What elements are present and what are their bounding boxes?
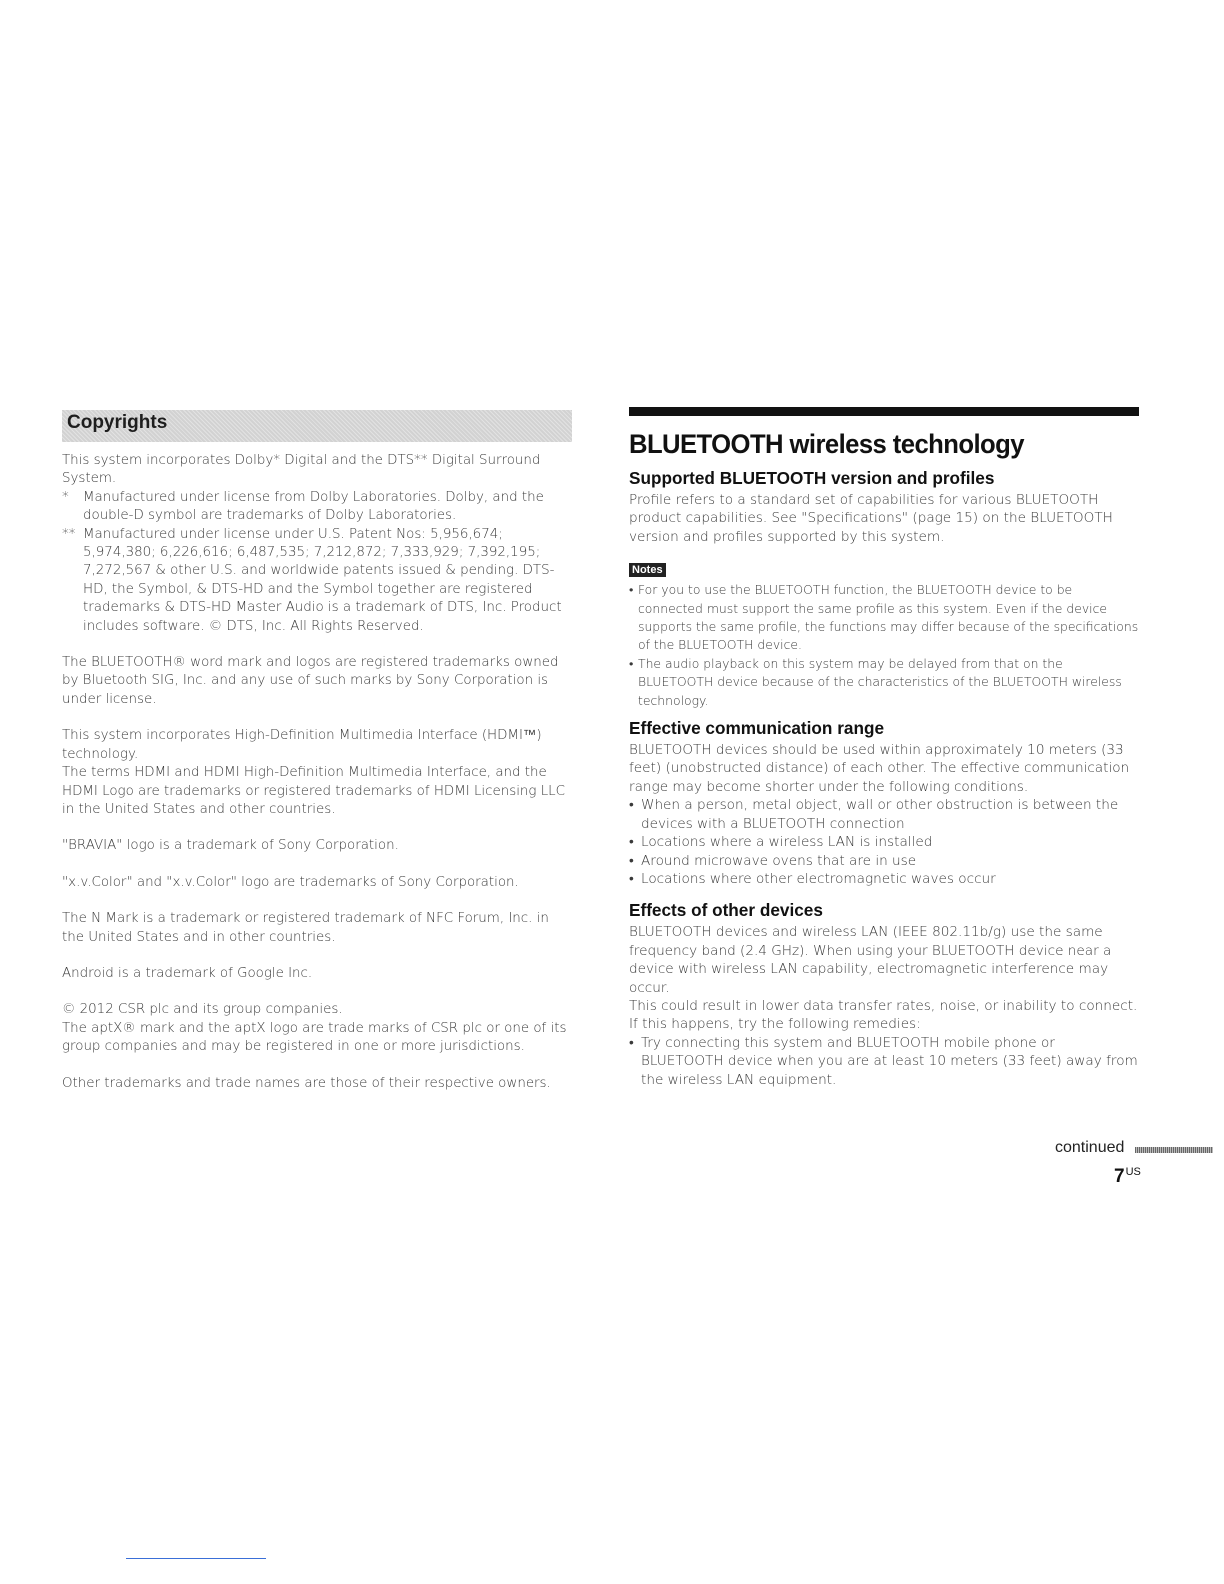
list-item: • When a person, metal object, wall or other obstruction is between the devices with a BLUETOOTH connection: [629, 797, 1119, 832]
hdmi-intro: This system incorporates High-Definition Multimedia Interface (HDMI™) technology.: [62, 728, 542, 762]
section-heading-range: Effective communication range: [629, 718, 885, 739]
bullet-icon: •: [629, 870, 634, 887]
copyrights-column: [62, 410, 574, 1111]
hdmi-trademark: The terms HDMI and HDMI High-Definition Multimedia Interface, and the HDMI Logo are trademarks or registered trademarks of HDMI Licensing LLC in the United States and other countries.: [62, 765, 565, 817]
list-item: • The audio playback on this system may be delayed from that on the BLUETOOTH device because of the characteristics of the BLUETOOTH wireless technology.: [629, 655, 1139, 710]
remedies-list: [629, 1034, 1139, 1089]
footnote-mark: *: [62, 489, 69, 505]
list-item: • Around microwave ovens that are in use: [629, 852, 917, 869]
footnote-dolby: [62, 489, 574, 526]
bravia-trademark: "BRAVIA" logo is a trademark of Sony Corporation.: [62, 838, 399, 854]
section-heading-interference: Effects of other devices: [629, 900, 823, 921]
list-item: • Locations where a wireless LAN is installed: [629, 834, 933, 851]
bullet-icon: •: [629, 797, 634, 814]
range-conditions-list: [629, 796, 1139, 888]
list-item: • Try connecting this system and BLUETOOTH mobile phone or BLUETOOTH device when you are at least 10 meters (33 feet) away from the wireless LAN equipment.: [629, 1034, 1138, 1088]
footnote-text: Manufactured under license under U.S. Patent Nos: 5,956,674; 5,974,380; 6,226,616; 6,487,535; 7,212,872; 7,333,929; 7,392,195; 7,272,567 & other U.S. and worldwide patents issued & pending. DTS-HD, the Symbol, & DTS-HD and the Symbol together are registered trademarks & DTS-HD Master Audio is a trademark of DTS, Inc. Product includes software. © DTS, Inc. All Rights Reserved.: [83, 526, 562, 634]
bullet-icon: •: [629, 852, 634, 869]
notes-badge: Notes: [629, 563, 666, 577]
continued-label: continued: [1055, 1139, 1125, 1156]
footnote-text: Manufactured under license from Dolby Laboratories. Dolby, and the double-D symbol are trademarks of Dolby Laboratories.: [83, 489, 544, 524]
notes-list: [629, 581, 1139, 710]
copyrights-heading: Copyrights: [67, 412, 168, 433]
continued-arrow-icon: [1135, 1147, 1213, 1153]
section-heading-profiles: Supported BLUETOOTH version and profiles: [629, 468, 995, 488]
dolby-dts-intro: This system incorporates Dolby* Digital and the DTS** Digital Surround System.: [62, 453, 541, 487]
interference-remedy-intro: This could result in lower data transfer rates, noise, or inability to connect. If this happens, try the following remedies:: [629, 997, 1138, 1033]
interference-text: BLUETOOTH devices and wireless LAN (IEEE 802.11b/g) use the same frequency band (2.4 GHz). When using your BLUETOOTH device near a device with wireless LAN capability, electromagnetic interference may occur.: [629, 924, 1112, 996]
android-trademark: Android is a trademark of Google Inc.: [62, 965, 313, 981]
section-rule: [629, 407, 1139, 416]
copyrights-heading-bar: [62, 410, 572, 442]
other-trademarks: Other trademarks and trade names are those of their respective owners.: [62, 1075, 551, 1091]
bullet-icon: •: [629, 655, 634, 671]
csr-copyright: © 2012 CSR plc and its group companies.: [62, 1002, 343, 1018]
bullet-icon: •: [629, 1034, 634, 1051]
footnote-dts: [62, 526, 574, 636]
range-text: BLUETOOTH devices should be used within approximately 10 meters (33 feet) (unobstructed distance) of each other. The effective communication range may become shorter under the following conditions.: [629, 742, 1130, 795]
xvcolor-trademark: "x.v.Color" and "x.v.Color" logo are trademarks of Sony Corporation.: [62, 874, 519, 890]
bluetooth-trademark: The BLUETOOTH® word mark and logos are registered trademarks owned by Bluetooth SIG, Inc. and any use of such marks by Sony Corporation is under license.: [62, 655, 559, 707]
bluetooth-column: [629, 407, 1139, 1101]
page-title: BLUETOOTH wireless technology: [629, 429, 1024, 459]
footnote-mark: **: [62, 526, 76, 542]
profiles-text: Profile refers to a standard set of capabilities for various BLUETOOTH product capabilities. See "Specifications" (page 15) on the BLUETOOTH version and profiles supported by this system.: [629, 492, 1113, 545]
nfc-trademark: The N Mark is a trademark or registered trademark of NFC Forum, Inc. in the United States and in other countries.: [62, 911, 549, 945]
bullet-icon: •: [629, 582, 634, 598]
aptx-trademark: The aptX® mark and the aptX logo are trade marks of CSR plc or one of its group companies and may be registered in one or more jurisdictions.: [62, 1020, 567, 1055]
page-number: $7^{US}$: [1114, 1166, 1141, 1187]
bullet-icon: •: [629, 834, 634, 851]
list-item: • Locations where other electromagnetic waves occur: [629, 870, 996, 887]
list-item: • For you to use the BLUETOOTH function, the BLUETOOTH device to be connected must support the same profile as this system. Even if the device supports the same profile, the functions may differ because of the specifications of the BLUETOOTH device.: [629, 581, 1139, 655]
footer-divider: [126, 1558, 266, 1559]
